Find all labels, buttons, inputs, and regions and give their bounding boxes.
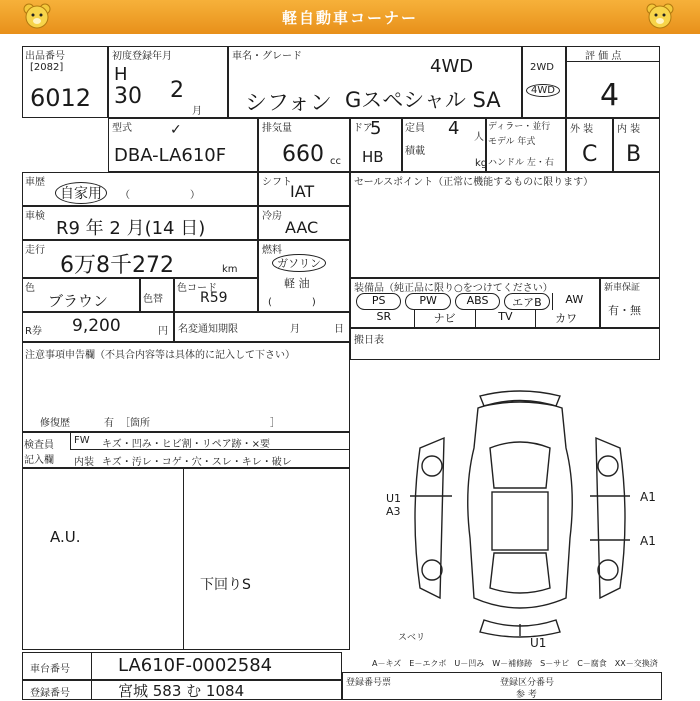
delivery-label: 搬日表 <box>354 335 384 346</box>
displacement-unit: cc <box>330 156 341 167</box>
displacement-label: 排気量 <box>262 123 292 134</box>
fuel-diesel: 軽 油 <box>284 277 310 290</box>
first-reg-year: 30 <box>114 84 142 109</box>
mileage-label: 走行 <box>25 245 45 256</box>
inspector-label: 検査員 <box>24 440 54 451</box>
history-paren: （ ） <box>120 190 200 201</box>
equipment-item: ナビ <box>414 310 475 327</box>
color-code-label: 色コード <box>177 283 217 294</box>
recycle-label: R券 <box>25 326 42 337</box>
repair-label: 修復歴 <box>40 418 70 429</box>
ext-label: 外 装 <box>570 124 594 135</box>
new-car-value: 有・無 <box>608 304 641 317</box>
fuel-paren: ( ) <box>268 297 316 308</box>
inspector-note-shita: 下回りS <box>200 577 251 593</box>
equipment-item: ABS <box>455 293 500 310</box>
drive-4wd: 4WD <box>526 84 560 97</box>
mileage-unit: km <box>222 264 238 275</box>
repair-place: ［箇所 ］ <box>120 418 280 429</box>
drive-note: 4WD <box>430 56 474 77</box>
color-label: 色 <box>25 283 35 294</box>
sales-point-label: セールスポイント（正常に機能するものに限ります） <box>354 177 594 188</box>
dealer-label: ディラー・並行 <box>488 122 551 132</box>
color-value: ブラウン <box>48 292 109 310</box>
reg-label: 登録番号 <box>30 688 70 699</box>
fuel-label: 燃料 <box>262 245 282 256</box>
capacity-unit: 人 <box>474 132 484 143</box>
car-grade: Gスペシャル SA <box>345 88 501 112</box>
fuel-gas: ガソリン <box>272 254 326 272</box>
int-label: 内 装 <box>617 124 641 135</box>
diagram-right-mark-2: A1 <box>640 534 656 548</box>
color-code-value: R59 <box>200 290 228 306</box>
repair-value: 有 <box>104 418 114 429</box>
interior-items: キズ・汚レ・コゲ・穴・スレ・キレ・破レ <box>102 457 292 468</box>
drive-2wd: 2WD <box>530 62 554 73</box>
car-damage-diagram <box>380 388 660 648</box>
history-value: 自家用 <box>55 182 107 204</box>
doors-label: ドア <box>353 123 373 134</box>
rating-label: 評 価 点 <box>585 51 622 62</box>
recycle-unit: 円 <box>158 326 168 337</box>
entry-label: 記入欄 <box>24 455 54 466</box>
banner-title: 軽自動車コーナー <box>281 9 418 27</box>
first-reg-month: 2 <box>170 78 184 103</box>
drive-cell <box>522 46 566 118</box>
door-type: HB <box>362 148 384 166</box>
damage-legend: A－キズ E－エクボ U－凹み W－補修跡 S－サビ C－腐食 XX－交換済 <box>372 659 658 668</box>
plate-label: 登録番号票 <box>346 678 392 688</box>
lot-number: 6012 <box>30 84 92 112</box>
equipment-item: エアB <box>504 293 549 310</box>
ac-label: 冷房 <box>262 211 282 222</box>
equipment-item: SR <box>376 310 392 323</box>
load-unit: kg <box>475 158 488 169</box>
inspection-value: R9 年 2 月(14 日) <box>56 218 206 239</box>
shift-label: シフト <box>262 177 292 188</box>
equipment-item: PW <box>405 293 450 310</box>
diagram-bottom-mark: U1 <box>530 636 547 650</box>
equipment-row-1 <box>354 293 596 310</box>
name-notice-day: 日 <box>334 324 344 335</box>
equipment-item: PS <box>356 293 401 310</box>
color-change-label: 色替 <box>143 294 163 305</box>
diagram-left-marks: U1 A3 <box>386 492 402 518</box>
name-notice-label: 名変通知期限 <box>178 324 238 335</box>
model-check: ✓ <box>170 122 182 138</box>
model-label: 型式 <box>112 123 132 134</box>
equipment-item: カワ <box>535 310 596 327</box>
doors-value: 5 <box>370 118 382 139</box>
rating-value: 4 <box>600 78 620 113</box>
ext-grade: C <box>582 142 598 167</box>
first-reg-month-unit: 月 <box>192 106 202 117</box>
notes-label: 注意事項申告欄（不具合内容等は具体的に記入して下さい） <box>25 350 295 361</box>
int-grade: B <box>626 142 642 167</box>
displacement-value: 660 <box>282 142 324 167</box>
new-car-label: 新車保証 <box>604 283 641 293</box>
chassis-value: LA610F-0002584 <box>118 655 273 676</box>
car-name: シフォン <box>245 91 332 116</box>
ac-value: AAC <box>285 218 319 237</box>
lot-sub: [2082] <box>30 62 64 73</box>
inspector-note-au: A.U. <box>50 528 81 546</box>
diagram-right-mark-1: A1 <box>640 490 656 504</box>
reg-value: 宮城 583 む 1084 <box>118 682 245 700</box>
equipment-item: TV <box>475 310 536 327</box>
fw-items: キズ・凹み・ヒビ割・リペア跡・×要 <box>102 439 270 450</box>
fw-label: FW <box>74 435 90 446</box>
capacity-value: 4 <box>448 118 460 139</box>
chassis-label: 車台番号 <box>30 664 70 675</box>
inspector-notes-area <box>22 468 350 650</box>
shift-value: IAT <box>290 182 315 201</box>
equipment-item: AW <box>552 293 596 310</box>
first-reg-label: 初度登録年月 <box>112 51 172 62</box>
diagram-front-note: スベリ <box>398 633 426 643</box>
equipment-label: 装備品（純正品に限り○をつけてください） <box>354 283 553 294</box>
car-name-label: 車名・グレード <box>232 51 302 62</box>
class-label: 登録区分番号 <box>500 678 555 688</box>
lot-label: 出品番号 <box>25 51 65 62</box>
load-label: 積載 <box>405 146 425 157</box>
equipment-row-2 <box>354 310 596 327</box>
model-year-label: モデル 年式 <box>488 137 536 147</box>
ref-label: 参 考 <box>516 690 537 700</box>
handle-label: ハンドル 左・右 <box>488 158 554 168</box>
history-label: 車歴 <box>25 177 45 188</box>
name-notice-month: 月 <box>290 324 300 335</box>
mileage-value: 6万8千272 <box>60 253 174 278</box>
first-reg-era: H <box>114 64 128 85</box>
model-value: DBA-LA610F <box>114 145 227 166</box>
inspection-label: 車検 <box>25 211 45 222</box>
recycle-value: 9,200 <box>72 316 121 336</box>
interior-label: 内装 <box>74 457 94 468</box>
delivery-cell <box>350 328 660 360</box>
capacity-label: 定員 <box>405 123 425 134</box>
inspector-divider <box>183 468 184 650</box>
